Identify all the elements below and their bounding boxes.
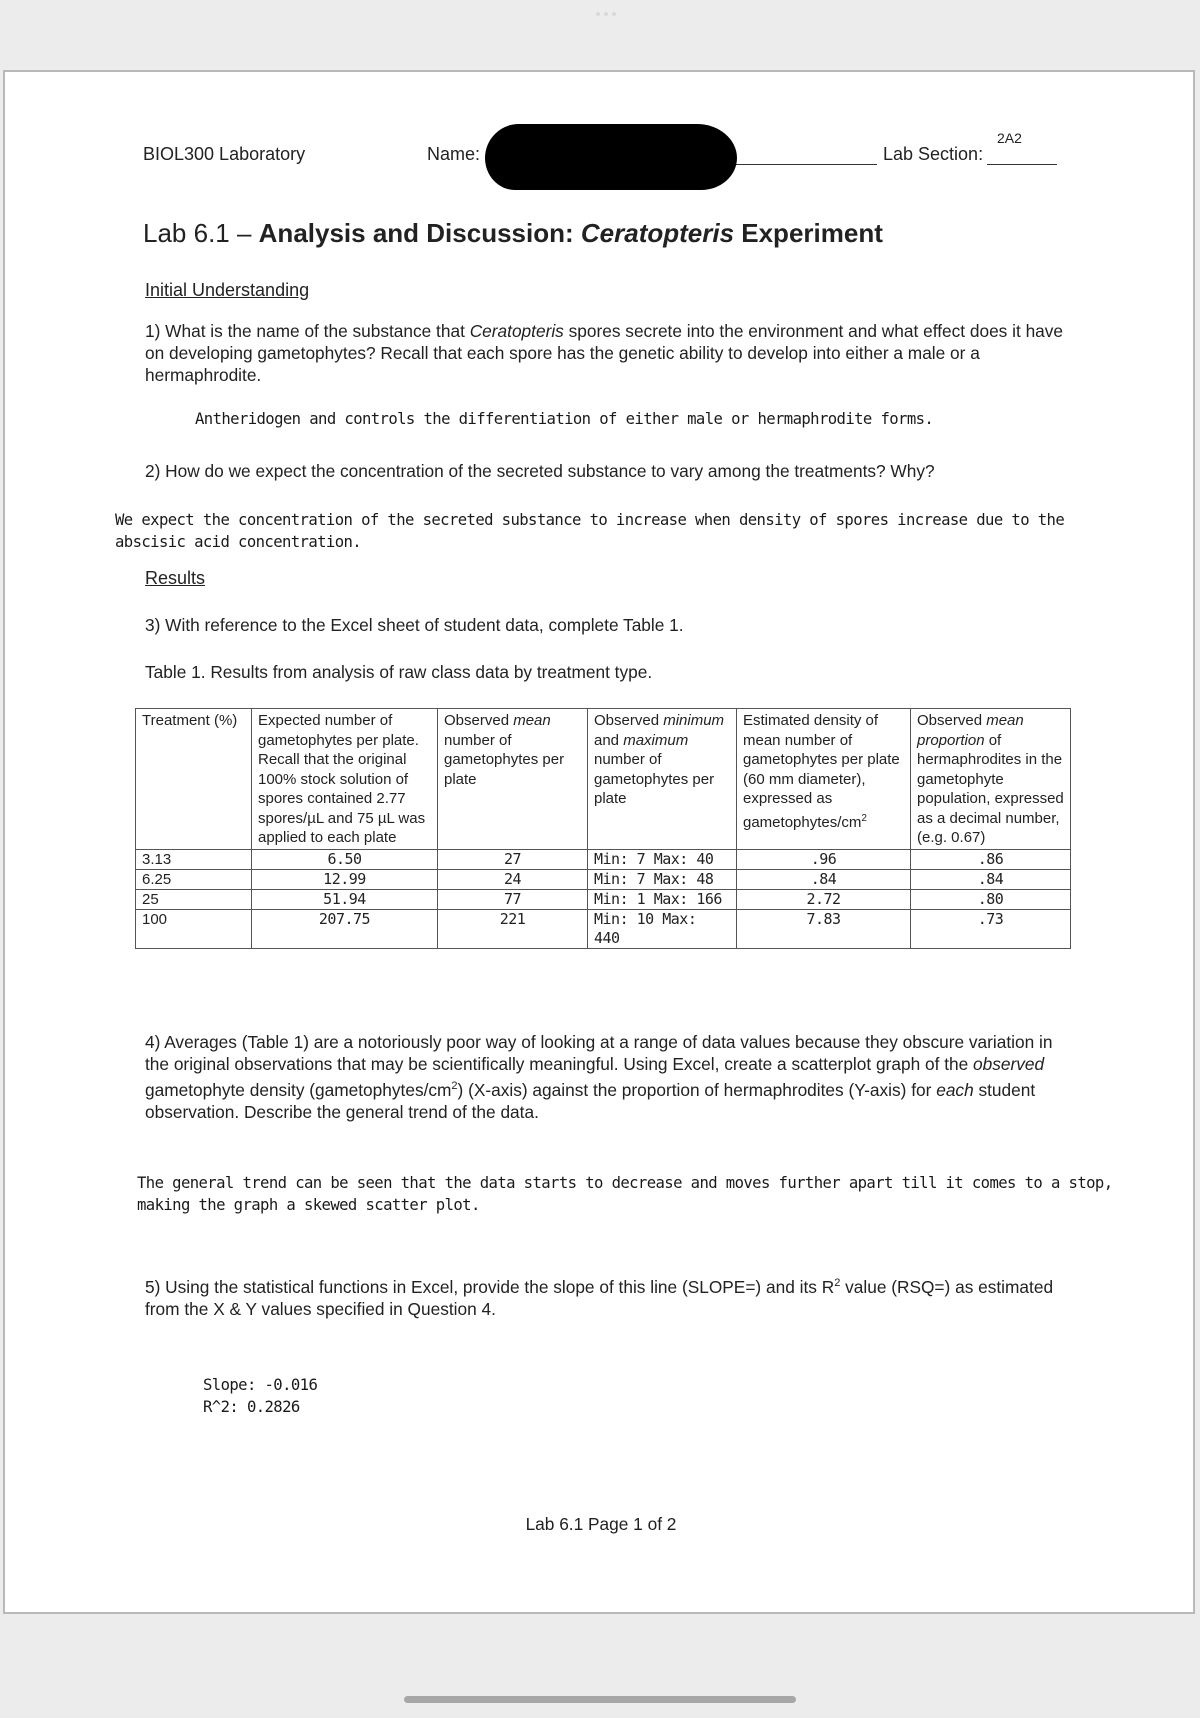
answer-4: The general trend can be seen that the data starts to decrease and moves further apart till it comes to a stop, making the graph a skewed scatter plot. <box>137 1174 1113 1214</box>
cell-density: .96 <box>737 849 911 869</box>
results-table <box>135 708 1071 949</box>
cell-mean: 221 <box>438 909 588 948</box>
page-footer: Lab 6.1 Page 1 of 2 <box>525 1514 677 1534</box>
cell-treatment: 3.13 <box>136 849 252 869</box>
initial-understanding-heading: Initial Understanding <box>145 280 310 300</box>
cell-mean: 77 <box>438 889 588 909</box>
cell-expected: 51.94 <box>252 889 438 909</box>
answer-1: Antheridogen and controls the differentiation of either male or hermaphrodite forms. <box>195 410 934 428</box>
header-expected: Expected number of gametophytes per plate. Recall that the original 100% stock solution of spores contained 2.77 spores/µL and 75 µL was applied to each plate <box>252 709 438 850</box>
cell-density: 7.83 <box>737 909 911 948</box>
home-indicator[interactable] <box>404 1696 796 1703</box>
cell-mean: 27 <box>438 849 588 869</box>
cell-density: 2.72 <box>737 889 911 909</box>
top-grip-handle[interactable] <box>588 12 624 18</box>
page-title: Lab 6.1 – Analysis and Discussion: Ceratopteris Experiment <box>143 218 883 248</box>
lab-section-label: Lab Section: <box>883 144 984 164</box>
document-page <box>3 70 1195 1614</box>
table-row <box>136 849 1071 869</box>
cell-treatment: 25 <box>136 889 252 909</box>
question-2: 2) How do we expect the concentration of the secreted substance to vary among the treatments? Why? <box>145 461 935 481</box>
cell-treatment: 100 <box>136 909 252 948</box>
results-heading: Results <box>145 568 206 588</box>
table-caption: Table 1. Results from analysis of raw class data by treatment type. <box>145 662 653 682</box>
header-min-max: Observed minimum and maximum number of gametophytes per plate <box>588 709 737 850</box>
table-header-row <box>136 709 1071 850</box>
header-treatment: Treatment (%) <box>136 709 252 850</box>
cell-treatment: 6.25 <box>136 869 252 889</box>
cell-min-max: Min: 10 Max: 440 <box>588 909 737 948</box>
header-proportion: Observed mean proportion of hermaphrodites in the gametophyte population, expressed as a decimal number, (e.g. 0.67) <box>911 709 1071 850</box>
cell-proportion: .84 <box>911 869 1071 889</box>
cell-proportion: .73 <box>911 909 1071 948</box>
table-row <box>136 889 1071 909</box>
cell-expected: 207.75 <box>252 909 438 948</box>
cell-expected: 12.99 <box>252 869 438 889</box>
cell-mean: 24 <box>438 869 588 889</box>
cell-expected: 6.50 <box>252 849 438 869</box>
answer-2: We expect the concentration of the secreted substance to increase when density of spores increase due to the abscisic acid concentration. <box>115 511 1065 551</box>
redacted-name <box>485 124 737 190</box>
question-3: 3) With reference to the Excel sheet of student data, complete Table 1. <box>145 615 684 635</box>
table-row <box>136 869 1071 889</box>
cell-proportion: .86 <box>911 849 1071 869</box>
name-label: Name: <box>427 144 481 164</box>
name-underline <box>731 164 877 165</box>
header-density: Estimated density of mean number of gametophytes per plate (60 mm diameter), expressed as gametophytes/$cm^2$ <box>737 709 911 850</box>
cell-proportion: .80 <box>911 889 1071 909</box>
section-underline <box>987 164 1057 165</box>
answer-5-slope: Slope: -0.016 <box>203 1376 318 1394</box>
cell-min-max: Min: 1 Max: 166 <box>588 889 737 909</box>
cell-min-max: Min: 7 Max: 48 <box>588 869 737 889</box>
cell-density: .84 <box>737 869 911 889</box>
question-5: 5) Using the statistical functions in Excel, provide the slope of this line (SLOPE=) and its $R^2$ value (RSQ=) as estimated from the X & Y values specified in Question 4. <box>145 1276 1054 1319</box>
lab-section-value: 2A2 <box>997 130 1022 146</box>
question-1: 1) What is the name of the substance that Ceratopteris spores secrete into the environment and what effect does it have on developing gametophytes? Recall that each spore has the genetic ability to develop into either a male or a hermaphrodite. <box>145 321 1064 385</box>
course-label: BIOL300 Laboratory <box>143 144 306 164</box>
table-row <box>136 909 1071 948</box>
answer-5-r2: R^2: 0.2826 <box>203 1398 300 1416</box>
question-4: 4) Averages (Table 1) are a notoriously poor way of looking at a range of data values because they obscure variation in the original observations that may be scientifically meaningful. Using Excel, create a scatterplot graph of the observed gametophyte density $(gametophytes/cm^2)$ (X-axis) against the proportion of hermaphrodites (Y-axis) for each student observation. Describe the general trend of the data. <box>145 1032 1053 1122</box>
header-observed-mean: Observed mean number of gametophytes per plate <box>438 709 588 850</box>
cell-min-max: Min: 7 Max: 40 <box>588 849 737 869</box>
